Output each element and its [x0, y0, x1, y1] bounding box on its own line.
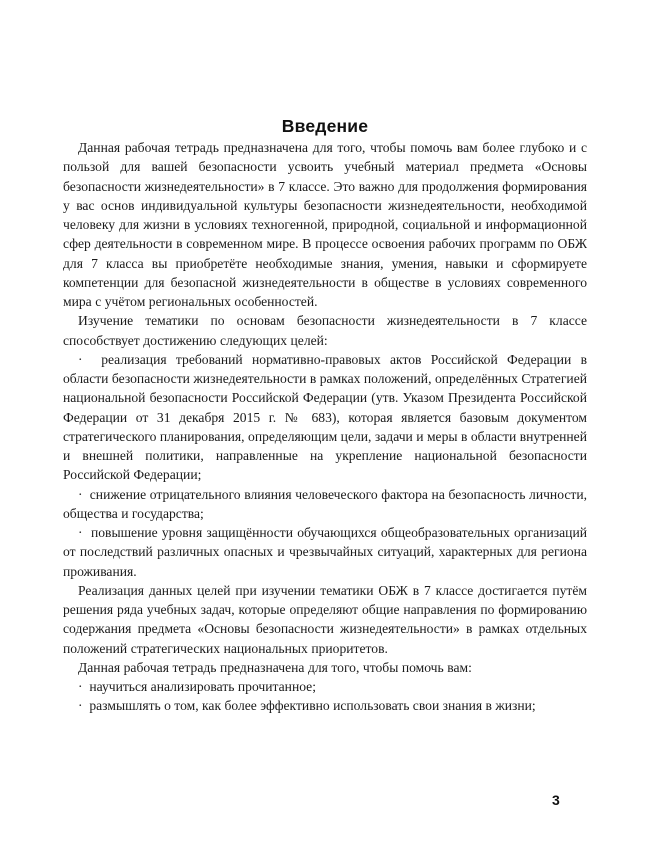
bullet-icon: ·	[78, 525, 91, 540]
list-item-goal-3-label: повышение уровня защищённости обучающихся общеобразовательных организаций от последствий различных опасных и чрезвычайных ситуаций, характерных для региона проживания.	[63, 525, 587, 579]
page-number: 3	[552, 792, 560, 808]
bullet-icon: ·	[78, 698, 90, 714]
list-item-goal-3	[63, 523, 587, 581]
list-item-help-1-label: научиться анализировать прочитанное;	[89, 679, 316, 694]
list-item-help-2-label: размышлять о том, как более эффективно использовать свои знания в жизни;	[89, 698, 536, 714]
list-item-help-2	[63, 696, 587, 715]
list-item-goal-1	[63, 350, 587, 485]
list-item-goal-2-label: снижение отрицательного влияния человеческого фактора на безопасность личности, общества и государства;	[63, 486, 587, 521]
paragraph-goals-intro: Изучение тематики по основам безопасности жизнедеятельности в 7 классе способствует достижению следующих целей:	[63, 313, 587, 348]
bullet-icon: ·	[78, 351, 102, 367]
bullet-icon: ·	[78, 486, 90, 502]
list-item-help-1	[63, 677, 587, 696]
paragraph-workbook-purpose: Данная рабочая тетрадь предназначена для того, чтобы помочь вам:	[78, 659, 472, 675]
bullet-icon: ·	[78, 679, 90, 694]
paragraph-tasks: Реализация данных целей при изучении тематики ОБЖ в 7 классе достигается путём решения ряда учебных задач, которые определяют общие направления по формированию содержания предмета «Основы безопасности жизнедеятельности» в рамках отдельных положений стратегических национальных приоритетов.	[63, 582, 587, 656]
page-title: Введение	[281, 115, 369, 136]
body-text-block	[63, 138, 587, 716]
list-item-goal-1-label: реализация требований нормативно-правовых актов Российской Федерации в области безопасности жизнедеятельности в рамках положений, определённых Стратегией национальной безопасности Российской Федерации (утв. Указом Президента Российской Федерации от 31 декабря 2015 г. № 683), которая является базовым документом стратегического планирования, определяющим цели, задачи и меры в области внутренней и внешней политики, направленные на укрепление национальной безопасности Российской Федерации;	[63, 351, 588, 483]
paragraph-intro-purpose: Данная рабочая тетрадь предназначена для того, чтобы помочь вам более глубоко и с пользой для вашей безопасности усвоить учебный материал предмета «Основы безопасности жизнедеятельности» в 7 классе. Это важно для продолжения формирования у вас основ индивидуальной культуры безопасности жизнедеятельности, необходимой человеку для жизни в условиях техногенной, природной, социальной и информационной сфер деятельности в современном мире. В процессе освоения рабочих программ по ОБЖ для 7 класса вы приобретёте необходимые знания, умения, навыки и сформируете компетенции для безопасной жизнедеятельности в обществе в условиях современного мира с учётом региональных особенностей.	[63, 140, 587, 309]
list-item-goal-2	[63, 485, 587, 524]
